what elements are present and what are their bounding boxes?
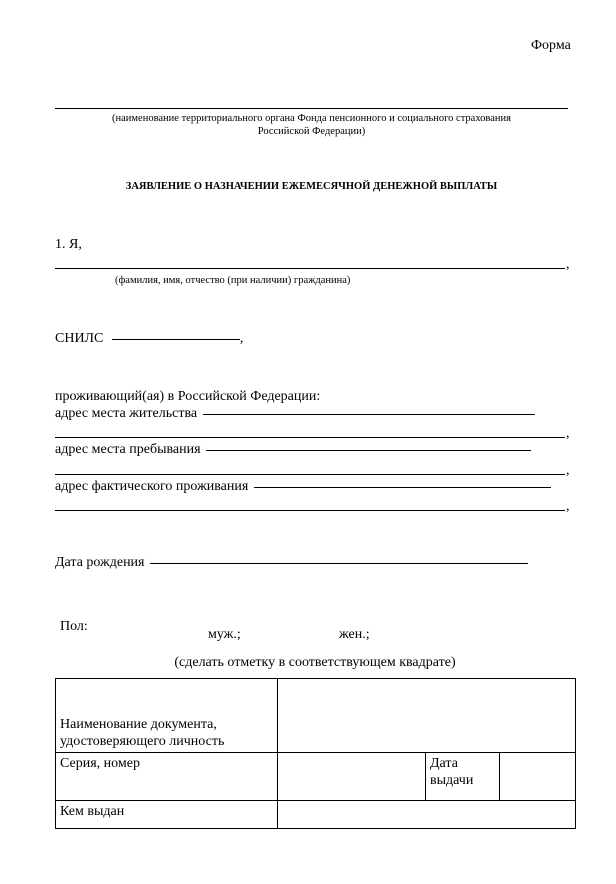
section1-intro: 1. Я, bbox=[55, 237, 82, 252]
doc-name-label-line2: удостоверяющего личность bbox=[60, 734, 225, 749]
doc-name-value-cell[interactable] bbox=[278, 679, 576, 753]
organ-caption-line1: (наименование территориального органа Фонда пенсионного и социального страхования bbox=[112, 113, 511, 124]
gender-hint: (сделать отметку в соответствующем квадрате) bbox=[174, 655, 456, 670]
doc-name-label-line1: Наименование документа, bbox=[60, 717, 217, 732]
id-document-table bbox=[55, 678, 576, 829]
form-title: ЗАЯВЛЕНИЕ О НАЗНАЧЕНИИ ЕЖЕМЕСЯЧНОЙ ДЕНЕЖНОЙ ВЫПЛАТЫ bbox=[125, 181, 498, 192]
gender-female-option[interactable]: жен.; bbox=[339, 627, 370, 642]
residence-address-row bbox=[55, 405, 535, 422]
snils-row bbox=[55, 330, 243, 347]
residence-address-comma: , bbox=[566, 426, 570, 441]
organ-caption bbox=[55, 112, 568, 138]
full-name-caption: (фамилия, имя, отчество (при наличии) гражданина) bbox=[115, 275, 351, 286]
organ-caption-line2: Российской Федерации) bbox=[257, 126, 366, 137]
stay-address-field[interactable] bbox=[206, 450, 531, 452]
full-name-field[interactable] bbox=[55, 268, 565, 269]
table-row bbox=[56, 753, 576, 801]
stay-address-field-2[interactable] bbox=[55, 474, 565, 475]
birth-date-label: Дата рождения bbox=[55, 555, 145, 570]
stay-address-row bbox=[55, 441, 531, 458]
series-label-cell: Серия, номер bbox=[56, 753, 278, 801]
stay-address-comma: , bbox=[566, 463, 570, 478]
doc-name-label-cell bbox=[56, 679, 278, 753]
actual-address-row bbox=[55, 478, 551, 495]
gender-male-option[interactable]: муж.; bbox=[208, 627, 241, 642]
actual-address-field-2[interactable] bbox=[55, 510, 565, 511]
stay-address-label: адрес места пребывания bbox=[55, 442, 201, 457]
snils-label: СНИЛС bbox=[55, 331, 104, 346]
table-row bbox=[56, 801, 576, 829]
residence-address-field[interactable] bbox=[203, 414, 535, 416]
snils-comma: , bbox=[239, 331, 244, 346]
series-value-cell[interactable] bbox=[278, 753, 426, 801]
table-row bbox=[56, 679, 576, 753]
form-label: Форма bbox=[531, 38, 571, 53]
actual-address-comma: , bbox=[566, 499, 570, 514]
full-name-comma: , bbox=[566, 257, 570, 272]
actual-address-field[interactable] bbox=[254, 487, 551, 489]
snils-field[interactable] bbox=[112, 339, 240, 341]
residence-address-label: адрес места жительства bbox=[55, 406, 198, 421]
birth-date-field[interactable] bbox=[150, 563, 528, 565]
issue-date-label-line1: Дата bbox=[430, 756, 458, 771]
organ-name-field[interactable] bbox=[55, 108, 568, 109]
issue-date-label-cell bbox=[426, 753, 500, 801]
issued-by-value-cell[interactable] bbox=[278, 801, 576, 829]
issue-date-label-line2: выдачи bbox=[430, 773, 474, 788]
issue-date-value-cell[interactable] bbox=[500, 753, 576, 801]
gender-label: Пол: bbox=[60, 619, 88, 634]
issued-by-label-cell: Кем выдан bbox=[56, 801, 278, 829]
residence-address-field-2[interactable] bbox=[55, 437, 565, 438]
actual-address-label: адрес фактического проживания bbox=[55, 479, 249, 494]
residence-intro: проживающий(ая) в Российской Федерации: bbox=[55, 389, 321, 404]
birth-date-row bbox=[55, 554, 528, 571]
